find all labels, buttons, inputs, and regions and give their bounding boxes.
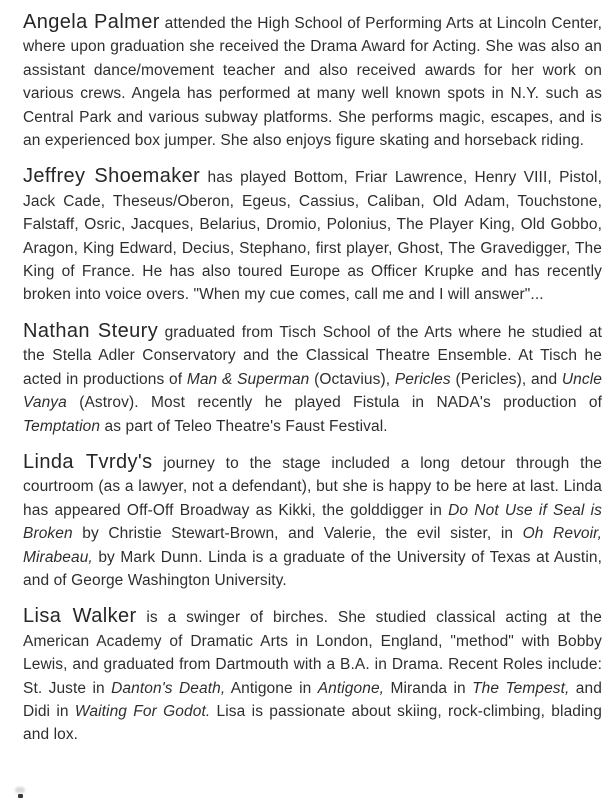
bio-name-nathan-steury: Nathan Steury xyxy=(23,319,159,342)
bio-text: graduated from Tisch School of the Arts where he studied at the Stella Adler Conservatory and the Classical Theatre Ensemble. At Tisch he acted in productions of xyxy=(23,323,602,388)
bio-text: journey to the stage included a long detour through the courtroom (as a lawyer, not a defendant), but she is happy to be here at last. Linda has appeared Off-Off Broadway as Kikki, the golddigger in xyxy=(23,454,603,519)
play-title: Temptation xyxy=(23,417,101,435)
play-title: The Tempest, xyxy=(472,679,570,697)
scan-smudge xyxy=(15,787,25,793)
play-title: Uncle Vanya xyxy=(23,370,602,412)
bio-text: by Mark Dunn. Linda is a graduate of the University of Texas at Austin, and of George Washington University. xyxy=(23,548,602,589)
bio-text: and Didi in xyxy=(23,679,602,720)
play-title: Antigone, xyxy=(317,679,385,697)
bio-text: (Astrov). Most recently he played Fistula in NADA's production of xyxy=(66,394,602,412)
bio-text: Miranda in xyxy=(384,679,473,697)
bio-text: Antigone in xyxy=(225,679,318,697)
bio-name-linda-tvrdy: Linda Tvrdy's xyxy=(23,450,153,473)
bio-text: is a swinger of birches. She studied classical acting at the American Academy of Dramatic Arts in London, England, "method" with Bobby Lewis, and graduated from Dartmouth with a B.A. in Drama. Recent Roles include: St. Juste in xyxy=(23,609,602,697)
play-title: Waiting For Godot. xyxy=(74,702,211,720)
bio-text: by Christie Stewart-Brown, and Valerie, the evil sister, in xyxy=(72,525,523,543)
bio-paragraph-jeffrey-shoemaker xyxy=(23,165,602,306)
bio-text: (Octavius), xyxy=(309,370,395,388)
bio-name-jeffrey-shoemaker: Jeffrey Shoemaker xyxy=(23,165,201,188)
play-title: Oh Revoir, Mirabeau, xyxy=(23,525,602,566)
bio-text: (Pericles), and xyxy=(450,370,562,388)
play-title: Pericles xyxy=(394,370,451,388)
bio-name-angela-palmer: Angela Palmer xyxy=(23,11,160,33)
bio-paragraph-lisa-walker xyxy=(23,605,602,746)
bio-text: attended the High School of Performing Arts at Lincoln Center, where upon graduation she received the Drama Award for Acting. She was also an assistant dance/movement teacher and also received awards for her work on various crews. Angela has performed at many well known spots in N.Y. such as Central Park and various subway platforms. She performs magic, escapes, and is an experienced box jumper. She also enjoys figure skating and horseback riding. xyxy=(23,15,602,150)
bio-text: as part of Teleo Theatre's Faust Festival. xyxy=(100,417,388,435)
bio-paragraph-nathan-steury xyxy=(23,320,602,438)
bio-paragraph-linda-tvrdy xyxy=(23,451,602,592)
bio-paragraph-angela-palmer xyxy=(23,11,602,152)
play-title: Man & Superman xyxy=(186,370,310,388)
bio-text: Lisa is passionate about skiing, rock-climbing, blading and lox. xyxy=(23,702,602,744)
play-title: Danton's Death, xyxy=(111,679,226,697)
bio-text: has played Bottom, Friar Lawrence, Henry VIII, Pistol, Jack Cade, Theseus/Oberon, Egeus, Cassius, Caliban, Old Adam, Touchstone, Falstaff, Osric, Jacques, Belarius, Dromio, Polonius, The Player King, Old Gobbo, Aragon, King Edward, Decius, Stephano, first player, Ghost, The Gravedigger, The King of France. He has also toured Europe as Officer Krupke and has recently broken into voice overs. "When my cue comes, call me and I will answer"... xyxy=(23,169,602,304)
scan-ink-speck xyxy=(18,794,23,798)
bio-name-lisa-walker: Lisa Walker xyxy=(23,605,137,628)
play-title: Do Not Use if Seal is Broken xyxy=(23,501,602,543)
